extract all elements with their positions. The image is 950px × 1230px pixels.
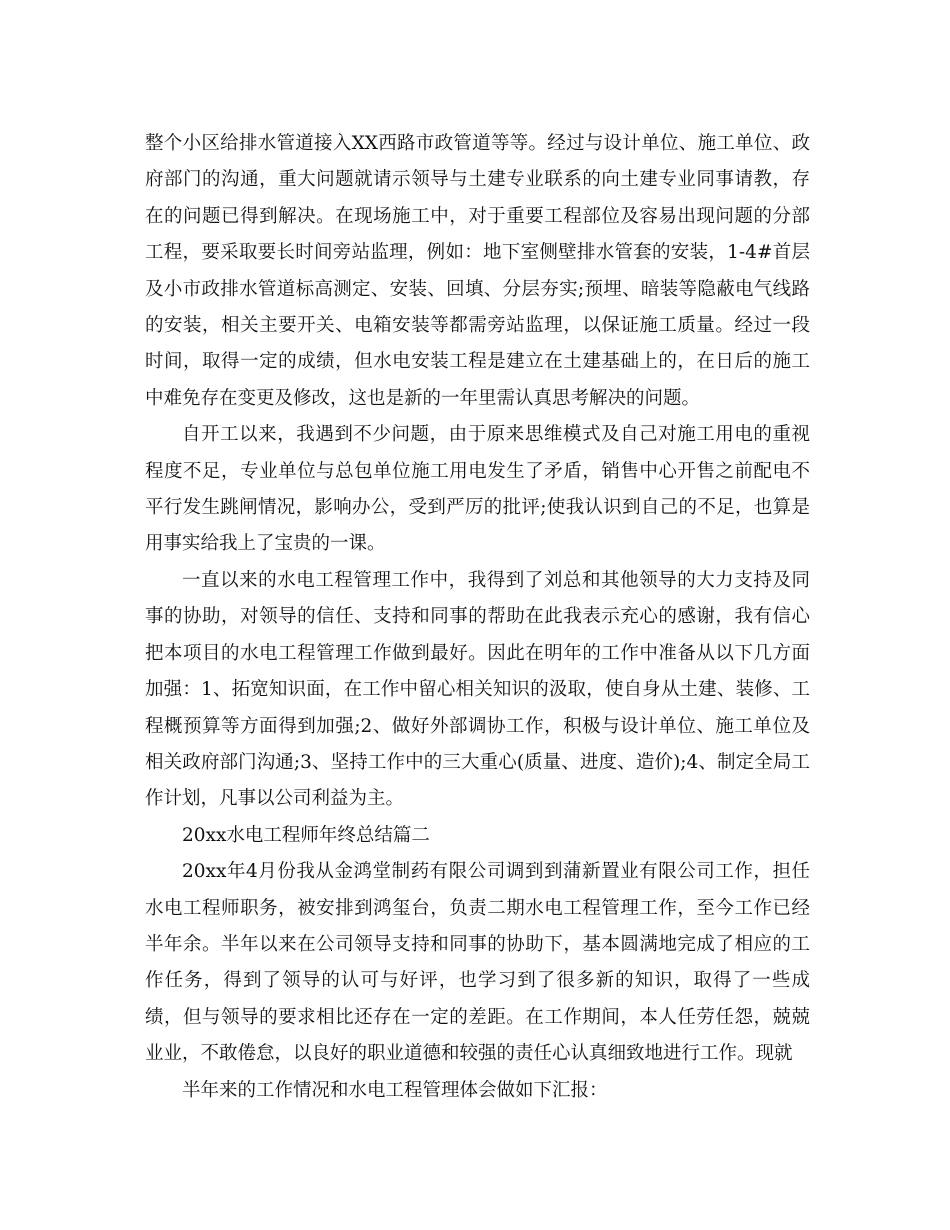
- section-heading: 20xx水电工程师年终总结篇二: [182, 824, 430, 846]
- document-body: [145, 126, 810, 1109]
- paragraph-4: 20xx年4月份我从金鸿堂制药有限公司调到到蒲新置业有限公司工作，担任水电工程师职务，被安排到鸿玺台，负责二期水电工程管理工作，至今工作已经半年余。半年以来在公司领导支持和同事的协助下，基本圆满地完成了相应的工作任务，得到了领导的认可与好评，也学习到了很多新的知识，取得了一些成绩，但与领导的要求相比还存在一定的差距。在工作期间，本人任劳任怨，兢兢业业，不敢倦怠，以良好的职业道德和较强的责任心认真细致地进行工作。现就: [145, 861, 810, 1065]
- paragraph-5: 半年来的工作情况和水电工程管理体会做如下汇报：: [182, 1079, 608, 1101]
- paragraph-1: 整个小区给排水管道接入XX西路市政管道等等。经过与设计单位、施工单位、政府部门的沟通，重大问题就请示领导与土建专业联系的向土建专业同事请教，存在的问题已得到解决。在现场施工中，对于重要工程部位及容易出现问题的分部工程，要采取要长时间旁站监理，例如：地下室侧壁排水管套的安装，1-4#首层及小市政排水管道标高测定、安装、回填、分层夯实;预埋、暗装等隐蔽电气线路的安装，相关主要开关、电箱安装等都需旁站监理，以保证施工质量。经过一段时间，取得一定的成绩，但水电安装工程是建立在土建基础上的，在日后的施工中难免存在变更及修改，这也是新的一年里需认真思考解决的问题。: [145, 133, 810, 409]
- paragraph-3: 一直以来的水电工程管理工作中，我得到了刘总和其他领导的大力支持及同事的协助，对领导的信任、支持和同事的帮助在此我表示充心的感谢，我有信心把本项目的水电工程管理工作做到最好。因此在明年的工作中准备从以下几方面加强：1、拓宽知识面，在工作中留心相关知识的汲取，使自身从土建、装修、工程概预算等方面得到加强;2、做好外部调协工作，积极与设计单位、施工单位及相关政府部门沟通;3、坚持工作中的三大重心(质量、进度、造价);4、制定全局工作计划，凡事以公司利益为主。: [145, 569, 810, 810]
- paragraph-2: 自开工以来，我遇到不少问题，由于原来思维模式及自己对施工用电的重视程度不足，专业单位与总包单位施工用电发生了矛盾，销售中心开售之前配电不平行发生跳闸情况，影响办公，受到严厉的批评;使我认识到自己的不足，也算是用事实给我上了宝贵的一课。: [145, 424, 810, 555]
